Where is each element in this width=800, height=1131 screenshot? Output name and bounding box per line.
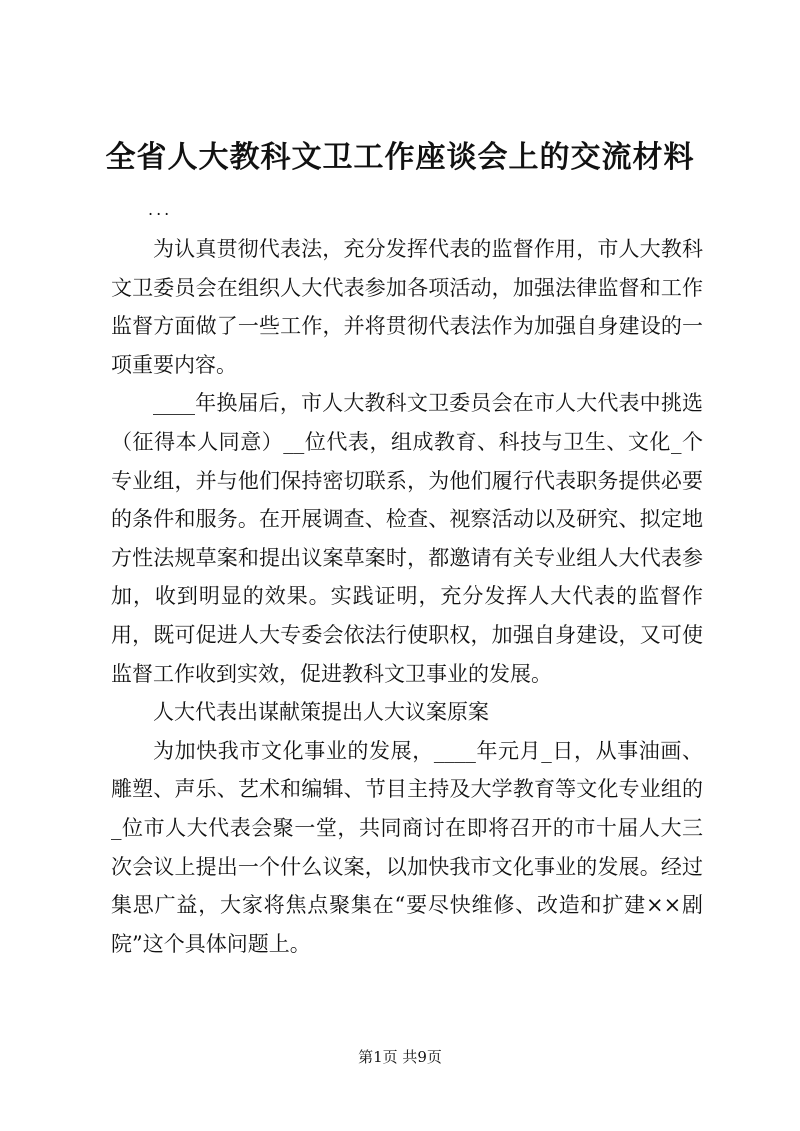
section-heading: 人大代表出谋献策提出人大议案原案 [153, 700, 489, 725]
paragraph: 为认真贯彻代表法，充分发挥代表的监督作用，市人大教科文卫委员会在组织人大代表参加各项活动，加强法律监督和工作监督方面做了一些工作，并将贯彻代表法作为加强自身建设的一项重要内容。 [111, 237, 703, 377]
paragraph: ____年换届后，市人大教科文卫委员会在市人大代表中挑选（征得本人同意）__位代表，组成教育、科技与卫生、文化_个专业组，并与他们保持密切联系，为他们履行代表职务提供必要的条件和服务。在开展调查、检查、视察活动以及研究、拟定地方性法规草案和提出议案草案时，都邀请有关专业组人大代表参加，收到明显的效果。实践证明，充分发挥人大代表的监督作用，既可促进人大专委会依法行使职权，加强自身建设，又可使监督工作收到实效，促进教科文卫事业的发展。 [111, 391, 703, 686]
document-body [111, 230, 703, 963]
paragraph: 为加快我市文化事业的发展，____年元月_日，从事油画、雕塑、声乐、艺术和编辑、节目主持及大学教育等文化专业组的_位市人大代表会聚一堂，共同商讨在即将召开的市十届人大三次会议上提出一个什么议案，以加快我市文化事业的发展。经过集思广益，大家将焦点聚集在“要尽快维修、改造和扩建××剧院”这个具体问题上。 [111, 738, 703, 956]
ellipsis-mark: ... [148, 200, 173, 219]
document-title: 全省人大教科文卫工作座谈会上的交流材料 [105, 140, 695, 175]
page-footer: 第1页 共9页 [358, 1048, 442, 1066]
